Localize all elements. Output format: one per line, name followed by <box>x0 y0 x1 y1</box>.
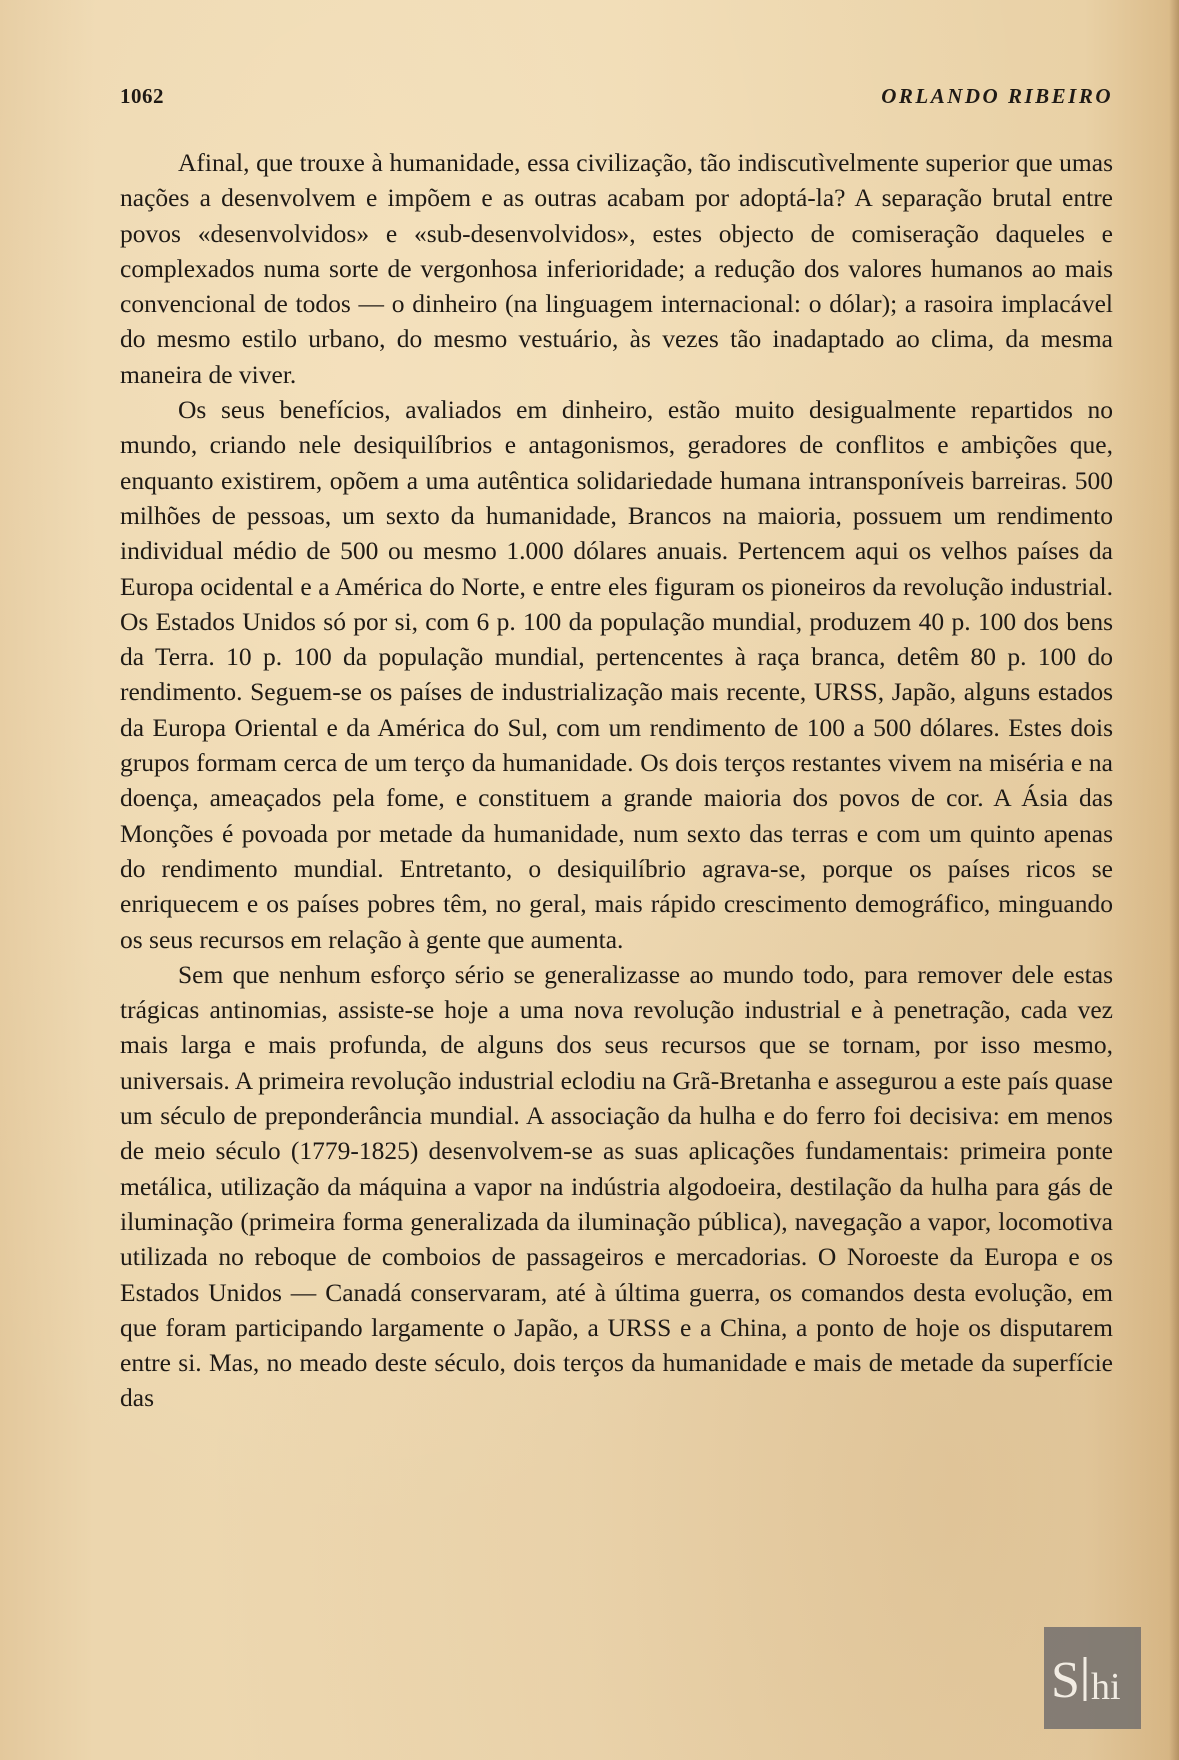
slhi-logo-mark <box>1047 1643 1139 1713</box>
page-number: 1062 <box>120 84 164 108</box>
body-text <box>120 145 1113 1416</box>
paragraph-3: Sem que nenhum esforço sério se generalizasse ao mundo todo, para remover dele estas trágicas antinomias, assiste-se hoje a uma nova revolução industrial e à penetração, cada vez mais larga e mais profunda, de alguns dos seus recursos que se tornam, por isso mesmo, universais. A primeira revolução industrial eclodiu na Grã-Bretanha e assegurou a este país quase um século de preponderância mundial. A associação da hulha e do ferro foi decisiva: em menos de meio século (1779-1825) desenvolvem-se as suas aplicações fundamentais: primeira ponte metálica, utilização da máquina a vapor na indústria algodoeira, destilação da hulha para gás de iluminação (primeira forma generalizada da iluminação pública), navegação a vapor, locomotiva utilizada no reboque de comboios de passageiros e mercadorias. O Noroeste da Europa e os Estados Unidos — Canadá conservaram, até à última guerra, os comandos desta evolução, em que foram participando largamente o Japão, a URSS e a China, a ponto de hoje os disputarem entre si. Mas, no meado deste século, dois terços da humanidade e mais de metade da superfície das <box>120 959 1113 1413</box>
slhi-logo <box>1044 1627 1141 1729</box>
page-edge-shadow <box>1169 0 1179 1760</box>
page-header <box>120 84 1113 114</box>
svg-text:S: S <box>1050 1652 1080 1709</box>
svg-text:hi: hi <box>1090 1666 1121 1708</box>
paragraph-1: Afinal, que trouxe à humanidade, essa civilização, tão indiscutìvelmente superior que umas nações a desenvolvem e impõem e as outras acabam por adoptá-la? A separação brutal entre povos «desenvolvidos» e «sub-desenvolvidos», estes objecto de comiseração daqueles e complexados numa sorte de vergonhosa inferioridade; a redução dos valores humanos ao mais convencional de todos — o dinheiro (na linguagem internacional: o dólar); a rasoira implacável do mesmo estilo urbano, do mesmo vestuário, às vezes tão inadaptado ao clima, da mesma maneira de viver. <box>120 148 1113 389</box>
running-head-author: ORLANDO RIBEIRO <box>881 84 1113 108</box>
paragraph-2: Os seus benefícios, avaliados em dinheiro, estão muito desigualmente repartidos no mundo, criando nele desiquilíbrios e antagonismos, geradores de conflitos e ambições que, enquanto existirem, opõem a uma autêntica solidariedade humana intransponíveis barreiras. 500 milhões de pessoas, um sexto da humanidade, Brancos na maioria, possuem um rendimento individual médio de 500 ou mesmo 1.000 dólares anuais. Pertencem aqui os velhos países da Europa ocidental e a América do Norte, e entre eles figuram os pioneiros da revolução industrial. Os Estados Unidos só por si, com 6 p. 100 da população mundial, produzem 40 p. 100 dos bens da Terra. 10 p. 100 da população mundial, pertencentes à raça branca, detêm 80 p. 100 do rendimento. Seguem-se os países de industrialização mais recente, URSS, Japão, alguns estados da Europa Oriental e da América do Sul, com um rendimento de 100 a 500 dólares. Estes dois grupos formam cerca de um terço da humanidade. Os dois terços restantes vivem na miséria e na doença, ameaçados pela fome, e constituem a grande maioria dos povos de cor. A Ásia das Monções é povoada por metade da humanidade, num sexto das terras e com um quinto apenas do rendimento mundial. Entretanto, o desiquilíbrio agrava-se, porque os países ricos se enriquecem e os países pobres têm, no geral, mais rápido crescimento demográfico, minguando os seus recursos em relação à gente que aumenta. <box>120 395 1113 954</box>
